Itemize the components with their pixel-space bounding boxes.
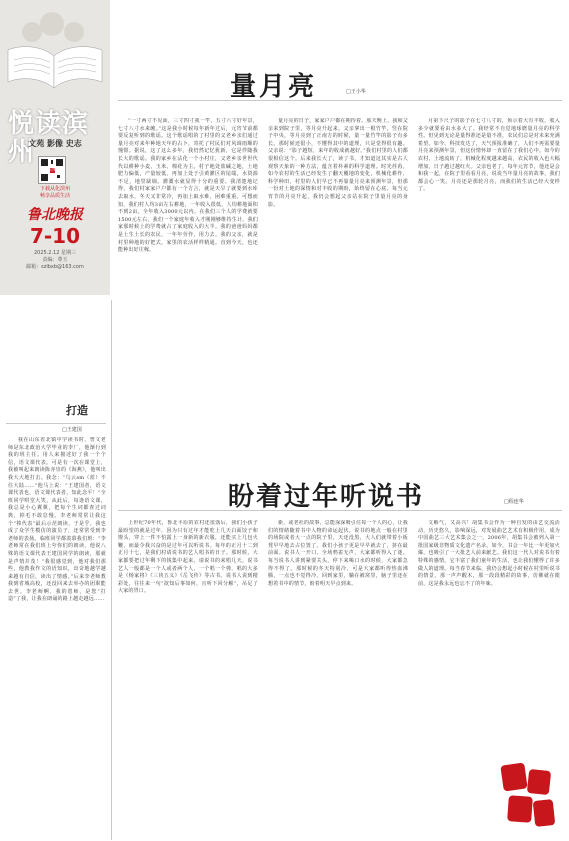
issue-email: 邮箱：szlbxb@163.com xyxy=(26,264,84,270)
moon-col-3-text: 月第下尺子的影子在七寸八寸的，预示着大有丰收，收入多少就要看由水多大了。我经常不自觉地琢磨量月亮的科学性。但见到无论是量得准还是量不准，农民们总是对未来充满希望。如今，科技发达了，天气预报准确了，人们不再需要量月亮来预测年景，但这份情怀却一直留在了我们心中。如今的农村，土地流转了，机械化程度越来越高，农民的收入也大幅增加，日子越过越红火。父亲也老了，每年元宵节，他还是会和我一起，在院子里看看月亮，说说当年量月亮的故事，我们都会心一笑。月亮还是那轮月亮，而我们的生活已经大变样了。 xyxy=(418,118,560,193)
storyteller-col-1-text: 上世纪70年代，鲁北平原的农村还很落后，我们小孩子最盼望的就是过年，因为只有过年才能吃上几天白面饺子和馒头，穿上一件不怕露上一身新的新衣服，还能买上几包火鞭，而最令我兴奋的是过年可以听说书。每年的正月十二到正月十七，是我们村请说书的艺人唱书的日子。那时候，大家都要把过年剩下的钱集中起来，请说书的来唱几天。说书艺人一般都是一个人或者两个人，一个唱一个弹，唱的大多是《杨家将》《三侠五义》《岳飞传》等古书。说书人说到精彩处，往往来一句“欲知后事如何，且听下回分解”，吊足了大家的胃口。 xyxy=(118,520,258,595)
qr-label: 滨州 xyxy=(47,167,58,173)
storyteller-article-col-2 xyxy=(268,520,408,838)
moon-col-1-text: “一寸两寸不见面，三寸四寸我一竿，五寸六寸好年景，七寸八寸水来缠。”这是我小时候每年新年过后，元宵节前都要反复听到的歌谣。这个歌谣唱的了村里的父老乡亲们通过量月亮对来年种地天年的占卜，寄托了村民们对风调雨顺的憧憬。据说，这了这么多年，我仍然记忆犹新，它是伴随我长大的歌谣。我的家乡在沾化一个小村庄，父老乡亲世世代代以耕种小麦、玉米、棉花为主。村子地处盐碱之地，土地肥力偏低，产量较低。再加上处于引黄灌区的尾端，水资源不足，地里缺墒。灌溉水就显得十分的重要。我清楚地记得，我们村家家户户都有一个方言，就是天旱了就要到水库去取水，冬天又非常冷，再加上取水难，困难重重。可想而知，我们村人均3亩左右耕地，一年收入很低，人均耕地面积不到2亩。全年收入3000元以内。在我们三个人的学费就要1500元左右，我们一个家庭年收入才刚刚够维持生计。我们家那时候上的学费就占了家庭收入的大半。我的爸爸妈妈都是土生土长的农民，一年年劳作，用力去。我的父亲，就是村里种地的好把式，家里的农活样样精通。直到今天，也还能种出好庄稼。 xyxy=(118,118,258,254)
small-article-rule xyxy=(6,423,106,424)
moon-article-rule xyxy=(118,100,562,101)
qr-caption xyxy=(0,186,110,200)
small-article-body xyxy=(8,437,106,837)
sidebar-divider xyxy=(111,300,112,840)
qr-caption-line-2: 畅享品质生活 xyxy=(39,193,70,199)
storyteller-article-byline: □程连华 xyxy=(504,499,524,505)
paper-name: 鲁北晚报 xyxy=(27,207,83,223)
qr-caption-line-1: 下载从化滨州 xyxy=(39,186,70,192)
storyteller-article-title: 盼着过年听说书 xyxy=(228,482,425,512)
moon-article-col-3 xyxy=(418,118,560,418)
small-article-title: 打造 xyxy=(66,404,88,417)
qr-code[interactable] xyxy=(38,156,66,184)
moon-article-title: 量月亮 xyxy=(230,72,318,102)
storyteller-col-3-text: 文解气，又高兴！胡集书会作为一种自发的由艺交流活动，历史悠久，影响深远，对发展曲艺艺术有积极作用，成为中国曲艺三大艺术集会之一。2006年，胡集书会被列入第一批国家级非物质文化遗产名录。如今，书会一年比一年更加火爆，也吸引了一大批艺人前来献艺。我们这一代人对说书有着特殊的感情，它丰富了我们童年的生活，也让我们懂得了许多做人的道理。每当春节来临，我仍会想起小时候在村里听说书的情景，那一声声醒木，那一段段精彩的故事，仿佛就在眼前，这是我永远也忘不了的年味。 xyxy=(418,520,560,587)
moon-article-byline: □王小华 xyxy=(346,89,366,95)
small-article-byline: □王建国 xyxy=(62,427,82,433)
moon-article-col-2 xyxy=(268,118,408,418)
storyteller-col-2-text: 新，或老社的故事，总能深深吸引住每一个人的心，让我们的情绪随着书中人物的命运起伏。说书的地点一般在村里的场院或者大一点的院子里，天还没黑，大人们就带着小板凳早早地去占位置了。我们小孩子更是早早就去了，挤在最前面。说书人一开口，全场鸦雀无声，大家都听得入了迷。每当说书人讲到紧要关头，停下来喝口水的时候，大家都急得不得了。那时候的冬天特别冷，可是大家都听得热血沸腾，一点也不觉得冷。回到家里，躺在被窝里，脑子里还在想着书中的情节，盼着明天早点到来。 xyxy=(268,520,408,587)
issue-info xyxy=(0,250,110,271)
small-article-text: 我在山东省北镇中学读书时，曾文老师是东北政治大学毕业的李厂，他渐行到我的班主任。用人来描述好了我一个个信，语文课代表。可是有一次在课堂上，我被叫起来朗读陈亦崇的《海燕》，他叫出我大大地打击。我念：“乌云sm（蓝）不住大陆……”他马上说：“王建国者，语文课代表也，语文课代表者，知此念平！”全班同学哄堂大笑。从此后，每逢语文课，我总是小心翼翼，把每个生词都查过词典，掉毛不敢怠慢。李老师常常让我这个“捧代表”最后示范朗读，于是乎，我也成了众学生模仿的演员子，还常常受到李老师的表扬。临班同学都羡慕我们班：“李老师常在我们班上夸你们的朗读，他说八殊的语文课代表王建国同学的朗读，那就是声情并茂！”我很感觉到，他对我们那些，他教我作文的语知识，出奇地越学越来越有自信，读出了情感。”后来李老师教我到省城高校，还没回来去举办的团职能去世。李老师啊，我的恩师，是您“打造”了我，让我在朗诵的路上越走越远…… xyxy=(8,437,106,603)
moon-col-2-text: 量月亮的日子，家家户户都在期待着。那天晚上，我和父亲来到院子里，等月亮升起来。父亲拿出一根竹竿，竖在院子中央，等月亮到了正南方的时候，量一量竹竿的影子有多长。那时候还很小，不懂得其中的道理，只是觉得很有趣。父亲说：“影子越短，来年的收成就越好。”我们村里的人们都很相信这个。后来我长大了，读了书，才知道这其实是古人观察天象的一种方法，蕴含着朴素的科学道理。时光荏苒，如今农村的生活已经发生了翻天覆地的变化，机械化耕作、科学种田，村里的人们早已不再靠量月亮来预测年景，但那一份对土地的深情和对丰收的期盼，始终留在心底。每当元宵节的月亮升起，我仍会想起父亲站在院子里量月亮的身影。 xyxy=(268,118,408,208)
issue-editor: 责编：尊玉 xyxy=(42,257,68,263)
storyteller-article-col-1 xyxy=(118,520,258,838)
page-number: 7-10 xyxy=(29,224,81,248)
masthead-subtitle: 文苑 影像 史志 xyxy=(28,139,82,148)
issue-date: 2025.2.12 星期三 xyxy=(33,250,77,256)
masthead-title: 悦读滨州 xyxy=(8,109,90,167)
calligraphy-seal xyxy=(500,760,560,832)
moon-article-col-1 xyxy=(118,118,258,418)
open-book-illustration xyxy=(2,10,107,120)
storyteller-article-rule xyxy=(118,510,562,511)
